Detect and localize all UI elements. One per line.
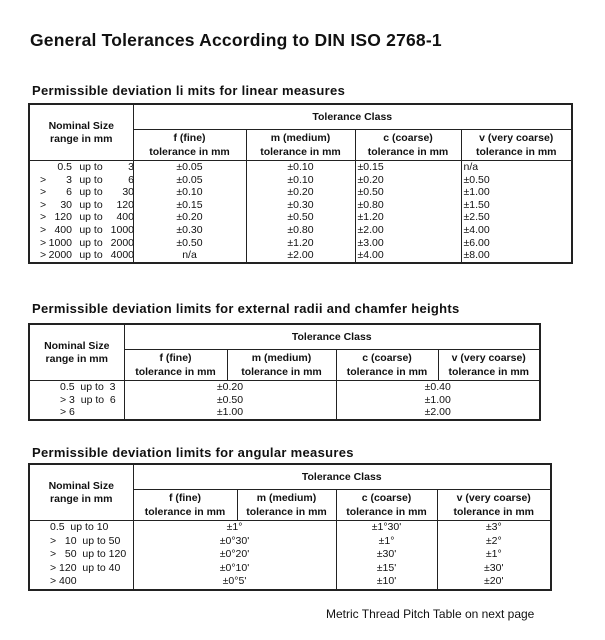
tolerance-fine-medium: ±0°5' <box>133 575 336 590</box>
tolerance-value-fine: ±0.30 <box>133 224 246 237</box>
nominal-size-label: Nominal Size <box>48 479 114 492</box>
table-row <box>29 174 572 187</box>
tolerance-coarse: ±10' <box>336 575 437 590</box>
table-row <box>29 211 572 224</box>
class-unit: tolerance in mm <box>246 506 327 518</box>
class-unit: tolerance in mm <box>453 506 535 518</box>
range-to: 120 <box>116 198 134 211</box>
column-header-medium <box>227 350 336 381</box>
nominal-range: 0.5 up to 3 <box>60 381 116 393</box>
class-name: f (fine) <box>173 132 206 144</box>
class-unit: tolerance in mm <box>149 146 230 158</box>
tolerance-value-very-coarse: ±4.00 <box>461 224 572 237</box>
column-header-coarse <box>355 130 461 161</box>
column-header-very-coarse <box>461 130 572 161</box>
class-name: v (very coarse) <box>479 132 554 144</box>
tolerance-value-very-coarse: ±1.00 <box>461 186 572 199</box>
tolerance-fine-medium: ±1.00 <box>124 406 336 420</box>
tolerance-value-medium: ±0.80 <box>246 224 355 237</box>
tolerance-very-coarse: ±2° <box>437 535 551 549</box>
tolerance-value-very-coarse: n/a <box>461 161 572 174</box>
range-up-to: up to <box>79 211 103 224</box>
nominal-range: 0.5 up to 10 <box>50 521 109 533</box>
tolerance-value-fine: ±0.50 <box>133 237 246 250</box>
nominal-size-header <box>29 464 133 521</box>
page-title: General Tolerances According to DIN ISO 2768-1 <box>30 30 442 50</box>
nominal-range: > 120 up to 40 <box>50 561 121 574</box>
range-prefix: > <box>40 236 47 249</box>
table-row <box>29 406 540 420</box>
nominal-range: > 50 up to 120 <box>50 548 127 560</box>
range-up-to: up to <box>79 249 103 262</box>
nominal-range: > 6 <box>60 406 75 419</box>
tolerance-value-fine: ±0.05 <box>133 161 246 174</box>
table-row <box>29 535 551 549</box>
table-row <box>29 381 540 394</box>
tolerance-value-very-coarse: ±2.50 <box>461 211 572 224</box>
tolerance-coarse: ±1° <box>336 535 437 549</box>
radii-tolerance-table <box>28 323 541 421</box>
nominal-range <box>29 199 133 212</box>
tolerance-value-medium: ±2.00 <box>246 249 355 263</box>
column-header-medium <box>246 130 355 161</box>
tolerance-value-coarse: ±0.50 <box>355 186 461 199</box>
nominal-size-label: Nominal Size <box>48 119 114 132</box>
nominal-range <box>29 224 133 237</box>
table-row <box>29 161 572 174</box>
class-unit: tolerance in mm <box>475 146 557 158</box>
tolerance-value-very-coarse: ±8.00 <box>461 249 572 263</box>
column-header-fine <box>124 350 227 381</box>
class-name: v (very coarse) <box>451 352 526 364</box>
table-row <box>29 521 551 535</box>
tolerance-fine-medium: ±0.20 <box>124 381 336 394</box>
range-up-to: up to <box>79 186 103 199</box>
class-name: f (fine) <box>168 492 202 504</box>
linear-tolerance-table <box>28 103 573 264</box>
tolerance-fine-medium: ±1° <box>133 521 336 535</box>
range-prefix: > <box>40 211 47 224</box>
table-row <box>29 186 572 199</box>
class-unit: tolerance in mm <box>367 146 449 158</box>
nominal-size-unit: range in mm <box>50 132 113 145</box>
column-header-very-coarse <box>437 490 551 521</box>
class-unit: tolerance in mm <box>346 366 428 378</box>
nominal-range <box>29 249 133 263</box>
range-up-to: up to <box>79 223 103 236</box>
nominal-range <box>29 211 133 224</box>
tolerance-value-fine: n/a <box>133 249 246 263</box>
class-unit: tolerance in mm <box>144 506 226 518</box>
tolerance-value-medium: ±0.30 <box>246 199 355 212</box>
range-prefix: > <box>40 186 47 199</box>
range-from: 400 <box>54 223 72 236</box>
tolerance-coarse: ±15' <box>336 562 437 576</box>
tolerance-value-medium: ±0.10 <box>246 161 355 174</box>
class-unit: tolerance in mm <box>346 506 427 518</box>
tolerance-value-coarse: ±3.00 <box>355 237 461 250</box>
angular-tolerance-table <box>28 463 552 591</box>
tolerance-coarse-very-coarse: ±1.00 <box>336 394 540 407</box>
tolerance-coarse-very-coarse: ±0.40 <box>336 381 540 394</box>
tolerance-value-medium: ±0.20 <box>246 186 355 199</box>
nominal-range <box>29 161 133 174</box>
range-from: 1000 <box>48 236 72 249</box>
range-prefix: > <box>40 249 47 262</box>
class-unit: tolerance in mm <box>260 146 341 158</box>
table-row <box>29 249 572 263</box>
nominal-range: > 400 <box>50 575 77 587</box>
tolerance-very-coarse: ±20' <box>437 575 551 590</box>
range-prefix: > <box>40 173 47 186</box>
range-from: 6 <box>66 186 72 199</box>
tolerance-value-very-coarse: ±0.50 <box>461 174 572 187</box>
range-prefix: > <box>40 198 47 211</box>
table-row <box>29 237 572 250</box>
column-header-coarse <box>336 490 437 521</box>
column-header-fine <box>133 490 237 521</box>
column-header-fine <box>133 130 246 161</box>
range-to: 6 <box>128 173 134 186</box>
tolerance-value-coarse: ±4.00 <box>355 249 461 263</box>
class-unit: tolerance in mm <box>135 366 216 378</box>
tolerance-very-coarse: ±3° <box>437 521 551 535</box>
column-header-medium <box>237 490 336 521</box>
tolerance-coarse: ±1°30' <box>336 521 437 535</box>
range-from: 30 <box>60 198 72 211</box>
class-name: c (coarse) <box>383 132 433 144</box>
tolerance-fine-medium: ±0°10' <box>133 562 336 576</box>
range-prefix: > <box>40 223 47 236</box>
range-to: 3 <box>128 161 134 173</box>
tolerance-class-row <box>29 104 572 130</box>
tolerance-value-fine: ±0.05 <box>133 174 246 187</box>
footer-note: Metric Thread Pitch Table on next page <box>326 607 535 621</box>
column-header-coarse <box>336 350 438 381</box>
radii-heading: Permissible deviation limits for external radii and chamfer heights <box>32 301 460 316</box>
table-row <box>29 575 551 590</box>
tolerance-value-fine: ±0.20 <box>133 211 246 224</box>
tolerance-fine-medium: ±0.50 <box>124 394 336 407</box>
range-from: 120 <box>54 211 72 224</box>
nominal-size-unit: range in mm <box>45 352 108 365</box>
range-to: 4000 <box>110 249 134 262</box>
tolerance-value-fine: ±0.10 <box>133 186 246 199</box>
nominal-range: > 3 up to 6 <box>60 393 116 406</box>
table-row <box>29 394 540 407</box>
class-name: m (medium) <box>270 132 331 144</box>
nominal-range <box>29 186 133 199</box>
range-from: 3 <box>66 173 72 186</box>
range-from: 0.5 <box>57 161 72 173</box>
tolerance-class-row <box>29 464 551 490</box>
tolerance-value-very-coarse: ±6.00 <box>461 237 572 250</box>
range-up-to: up to <box>79 161 103 173</box>
range-to: 400 <box>116 211 134 224</box>
tolerance-fine-medium: ±0°30' <box>133 535 336 549</box>
range-from: 2000 <box>48 249 72 262</box>
range-up-to: up to <box>79 173 103 186</box>
tolerance-class-header: Tolerance Class <box>124 324 540 350</box>
class-name: m (medium) <box>256 492 317 504</box>
tolerance-coarse: ±30' <box>336 548 437 562</box>
class-name: m (medium) <box>251 352 312 364</box>
table-row <box>29 199 572 212</box>
class-name: f (fine) <box>159 352 192 364</box>
table-row <box>29 224 572 237</box>
range-to: 2000 <box>110 236 134 249</box>
nominal-size-label: Nominal Size <box>44 339 110 352</box>
tolerance-coarse-very-coarse: ±2.00 <box>336 406 540 420</box>
class-name: c (coarse) <box>362 352 412 364</box>
table-row <box>29 548 551 562</box>
range-up-to: up to <box>79 236 103 249</box>
tolerance-very-coarse: ±30' <box>437 562 551 576</box>
tolerance-class-header: Tolerance Class <box>133 464 551 490</box>
range-to: 1000 <box>110 223 134 236</box>
tolerance-class-header: Tolerance Class <box>133 104 572 130</box>
tolerance-value-medium: ±1.20 <box>246 237 355 250</box>
tolerance-value-coarse: ±2.00 <box>355 224 461 237</box>
tolerance-very-coarse: ±1° <box>437 548 551 562</box>
nominal-range <box>29 174 133 187</box>
column-header-very-coarse <box>438 350 540 381</box>
tolerance-value-fine: ±0.15 <box>133 199 246 212</box>
class-name: c (coarse) <box>361 492 412 504</box>
class-unit: tolerance in mm <box>241 366 322 378</box>
tolerance-fine-medium: ±0°20' <box>133 548 336 562</box>
tolerance-value-coarse: ±0.15 <box>355 161 461 174</box>
tolerance-value-coarse: ±0.80 <box>355 199 461 212</box>
nominal-size-header <box>29 324 124 381</box>
tolerance-value-very-coarse: ±1.50 <box>461 199 572 212</box>
class-name: v (very coarse) <box>456 492 531 504</box>
class-unit: tolerance in mm <box>448 366 530 378</box>
nominal-range <box>29 237 133 250</box>
tolerance-class-row <box>29 324 540 350</box>
angular-heading: Permissible deviation limits for angular measures <box>32 445 354 460</box>
nominal-range: > 10 up to 50 <box>50 534 121 547</box>
tolerance-value-coarse: ±0.20 <box>355 174 461 187</box>
table-row <box>29 562 551 576</box>
tolerance-value-coarse: ±1.20 <box>355 211 461 224</box>
range-to: 30 <box>122 186 134 199</box>
range-up-to: up to <box>79 198 103 211</box>
nominal-size-unit: range in mm <box>50 492 113 505</box>
tolerance-value-medium: ±0.50 <box>246 211 355 224</box>
nominal-size-header <box>29 104 133 161</box>
tolerance-value-medium: ±0.10 <box>246 174 355 187</box>
linear-heading: Permissible deviation li mits for linear measures <box>32 83 346 98</box>
